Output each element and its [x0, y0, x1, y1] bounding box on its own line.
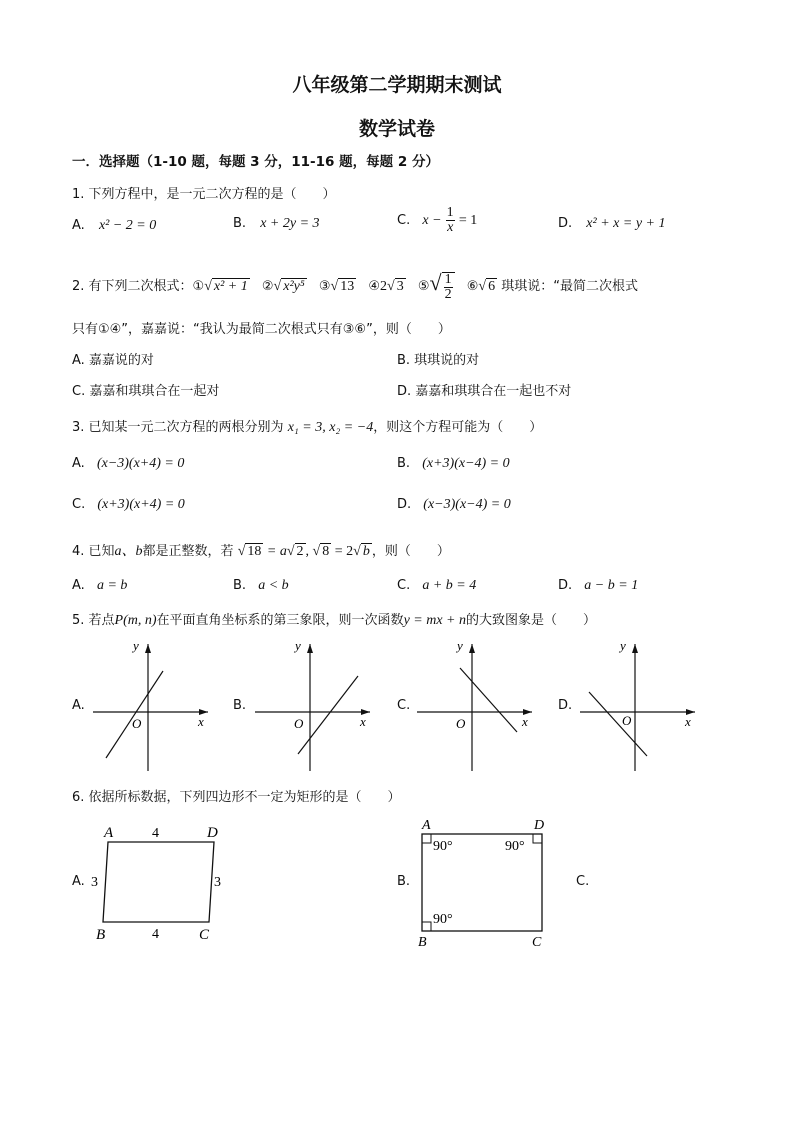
q5-option-c-label[interactable]: C. [397, 698, 411, 713]
q6-option-c-label[interactable]: C. [576, 874, 590, 889]
q5-stem [72, 609, 596, 629]
right-angle-mark-a [422, 834, 431, 843]
side-left: 3 [91, 875, 98, 890]
q2-radicand-4: 3 [396, 279, 404, 294]
q2-mark-2: ② [261, 279, 274, 294]
q5-option-b-label[interactable]: B. [233, 698, 247, 713]
y-label: y [457, 638, 463, 653]
q3-option-a[interactable] [72, 456, 184, 472]
q6-figure-a[interactable] [88, 822, 228, 946]
q1-c-pre: x − [422, 213, 442, 228]
q6-figure-b[interactable] [412, 814, 562, 954]
vertex-c: C [532, 935, 542, 950]
origin-label: O [294, 716, 304, 731]
q2-mark-6: ⑥ [466, 279, 479, 294]
y-axis-arrow [632, 644, 638, 653]
q1-c-den: x [447, 220, 454, 235]
q3-option-d[interactable] [397, 497, 511, 513]
q2-radicand-2: x²y⁵ [283, 279, 305, 294]
q4-option-c[interactable] [397, 578, 476, 594]
q4-stem-pre: 4. 已知 [72, 544, 115, 559]
q4-option-d[interactable] [558, 578, 638, 594]
y-axis-arrow [145, 644, 151, 653]
q2-stem: 2. 有下列二次根式：①√ x² + 1 ②√ x²y⁵ ③√ 13 ④2√ 3 ⑤√ $\frac{1}{2}$ ⑥√ 6 琪琪说：“最简二次根式 [72, 270, 638, 302]
q3-option-c[interactable] [72, 497, 185, 513]
q4-d-label: D. [558, 578, 573, 593]
y-label: y [133, 638, 139, 653]
function-line [460, 668, 517, 732]
q2-r5-den: 2 [444, 286, 452, 302]
q6-stem: 6. 依据所标数据，下列四边形不一定为矩形的是（ ） [72, 790, 401, 805]
q1-d-expr: x² + x = y + 1 [586, 216, 666, 231]
q3-stem-post: ，则这个方程可能为（ ） [373, 420, 543, 435]
section-heading: 一．选择题（1-10 题，每题 3 分，11-16 题，每题 2 分） [72, 154, 439, 170]
side-right: 3 [214, 875, 221, 890]
q5-graph-c[interactable] [412, 636, 542, 776]
q5-stem-pre: 5. 若点 [72, 613, 115, 628]
q5-stem-mid: 在平面直角坐标系的第三象限，则一次函数 [156, 613, 404, 628]
q4-option-a[interactable] [72, 578, 127, 594]
angle-a-label: 90° [433, 839, 453, 854]
q4-stem-mid: 都是正整数，若 [142, 544, 234, 559]
q3-b-label: B. [397, 456, 411, 471]
q1-c-post: = 1 [458, 213, 478, 228]
q4-ab: a、b [114, 544, 143, 559]
q2-option-a[interactable]: A. 嘉嘉说的对 [72, 353, 154, 368]
side-top: 4 [152, 826, 159, 841]
q4-stem: 4. 已知a、b都是正整数，若 √ 18 = a√ 2 , √ 8 = 2√ b ，则（ ） [72, 544, 450, 559]
function-line [298, 676, 358, 754]
q2-radicand-6: 6 [488, 279, 496, 294]
origin-label: O [132, 716, 142, 731]
y-axis-arrow [469, 644, 475, 653]
vertex-a: A [422, 818, 431, 833]
q1-a-label: A. [72, 218, 85, 233]
q3-a-expr: (x−3)(x+4) = 0 [96, 456, 185, 471]
q5-graph-b[interactable] [250, 636, 380, 776]
q1-c-num: 1 [446, 205, 454, 220]
q2-stem-pre: 2. 有下列二次根式： [72, 279, 193, 294]
q4-d-expr: a − b = 1 [584, 578, 639, 593]
q4-b-label: B. [233, 578, 247, 593]
q6-option-a-label[interactable]: A. [72, 874, 85, 889]
parallelogram-shape [103, 842, 214, 922]
right-angle-mark-d [533, 834, 542, 843]
function-line [106, 671, 163, 758]
angle-b-label: 90° [433, 912, 453, 927]
q3-d-expr: (x−3)(x−4) = 0 [423, 497, 511, 512]
q4-eq2-rhs: b [362, 544, 370, 559]
q1-b-expr: x + 2y = 3 [260, 216, 320, 231]
q1-option-b[interactable] [233, 216, 320, 232]
q2-option-b[interactable]: B. 琪琪说的对 [397, 353, 480, 368]
page-title: 八年级第二学期期末测试 [292, 74, 502, 96]
right-angle-mark-b [422, 922, 431, 931]
q3-c-expr: (x+3)(x+4) = 0 [97, 497, 185, 512]
q6-option-b-label[interactable]: B. [397, 874, 411, 889]
q3-stem [72, 416, 542, 436]
q4-c-expr: a + b = 4 [422, 578, 477, 593]
x-label: x [360, 714, 366, 729]
q2-mark-4: ④ [368, 279, 381, 294]
page-subtitle: 数学试卷 [358, 118, 435, 140]
q5-point: P(m, n) [114, 613, 157, 628]
angle-d-label: 90° [505, 839, 525, 854]
q5-graph-d[interactable] [575, 636, 705, 776]
q3-c-label: C. [72, 497, 86, 512]
x-label: x [685, 714, 691, 729]
q3-roots: x₁ = 3, x₂ = −4 [287, 420, 374, 435]
q5-func: y = mx + n [403, 613, 466, 628]
q2-mark-3: ③ [318, 279, 331, 294]
q1-a-expr: x² − 2 = 0 [98, 218, 157, 233]
q3-a-label: A. [72, 456, 85, 471]
q2-mark-5: ⑤ [417, 279, 430, 294]
q5-stem-post: 的大致图象是（ ） [466, 613, 597, 628]
q3-d-label: D. [397, 497, 412, 512]
q2-option-c[interactable]: C. 嘉嘉和琪琪合在一起对 [72, 384, 220, 399]
q2-radicand-1: x² + 1 [213, 279, 248, 294]
q1-b-label: B. [233, 216, 247, 231]
q2-mark-1: ① [192, 279, 205, 294]
q4-c-label: C. [397, 578, 411, 593]
y-label: y [620, 638, 626, 653]
vertex-d: D [534, 818, 545, 833]
q2-radicand-5 [442, 272, 455, 302]
q1-option-a[interactable] [72, 218, 156, 234]
q2-stem-post: 琪琪说：“最简二次根式 [501, 279, 638, 294]
q4-eq1-lhs: 18 [247, 544, 262, 559]
x-label: x [198, 714, 204, 729]
q3-stem-pre: 3. 已知某一元二次方程的两根分别为 [72, 420, 284, 435]
y-label: y [295, 638, 301, 653]
side-bottom: 4 [152, 927, 159, 942]
q4-b-expr: a < b [258, 578, 289, 593]
vertex-b: B [418, 935, 427, 950]
q5-option-a-label[interactable]: A. [72, 698, 85, 713]
q3-b-expr: (x+3)(x−4) = 0 [422, 456, 510, 471]
x-label: x [522, 714, 528, 729]
q1-option-c[interactable] [397, 206, 477, 235]
q2-r5-num: 1 [444, 271, 452, 287]
q2-coef-4: 2 [380, 279, 388, 294]
q1-d-label: D. [558, 216, 573, 231]
q4-eq2-mid: = 2 [331, 544, 354, 559]
q2-option-d[interactable]: D. 嘉嘉和琪琪合在一起也不对 [397, 384, 572, 399]
q5-option-d-label[interactable]: D. [558, 698, 573, 713]
q4-option-b[interactable] [233, 578, 289, 594]
q4-a-label: A. [72, 578, 85, 593]
origin-label: O [456, 716, 466, 731]
q1-stem: 1. 下列方程中，是一元二次方程的是（ ） [72, 187, 336, 202]
q4-stem-post: ，则（ ） [371, 544, 450, 559]
q1-c-label: C. [397, 213, 411, 228]
q4-eq2-lhs: 8 [322, 544, 330, 559]
q4-a-expr: a = b [96, 578, 128, 593]
q1-option-d[interactable] [558, 216, 665, 232]
vertex-d: D [207, 825, 218, 841]
y-axis-arrow [307, 644, 313, 653]
vertex-b: B [96, 927, 106, 943]
q2-stem-line2: 只有①④”，嘉嘉说：“我认为最简二次根式只有③⑥”，则（ ） [72, 322, 451, 337]
vertex-c: C [199, 927, 210, 943]
q4-eq1-mid: = a [263, 544, 287, 559]
vertex-a: A [104, 825, 114, 841]
q3-option-b[interactable] [397, 456, 510, 472]
q2-radicand-3: 13 [340, 279, 355, 294]
q5-graph-a[interactable] [88, 636, 218, 776]
function-line [589, 692, 647, 756]
q1-c-fraction [446, 206, 455, 235]
origin-label: O [622, 713, 632, 728]
q4-eq1-rhs: 2 [296, 544, 304, 559]
